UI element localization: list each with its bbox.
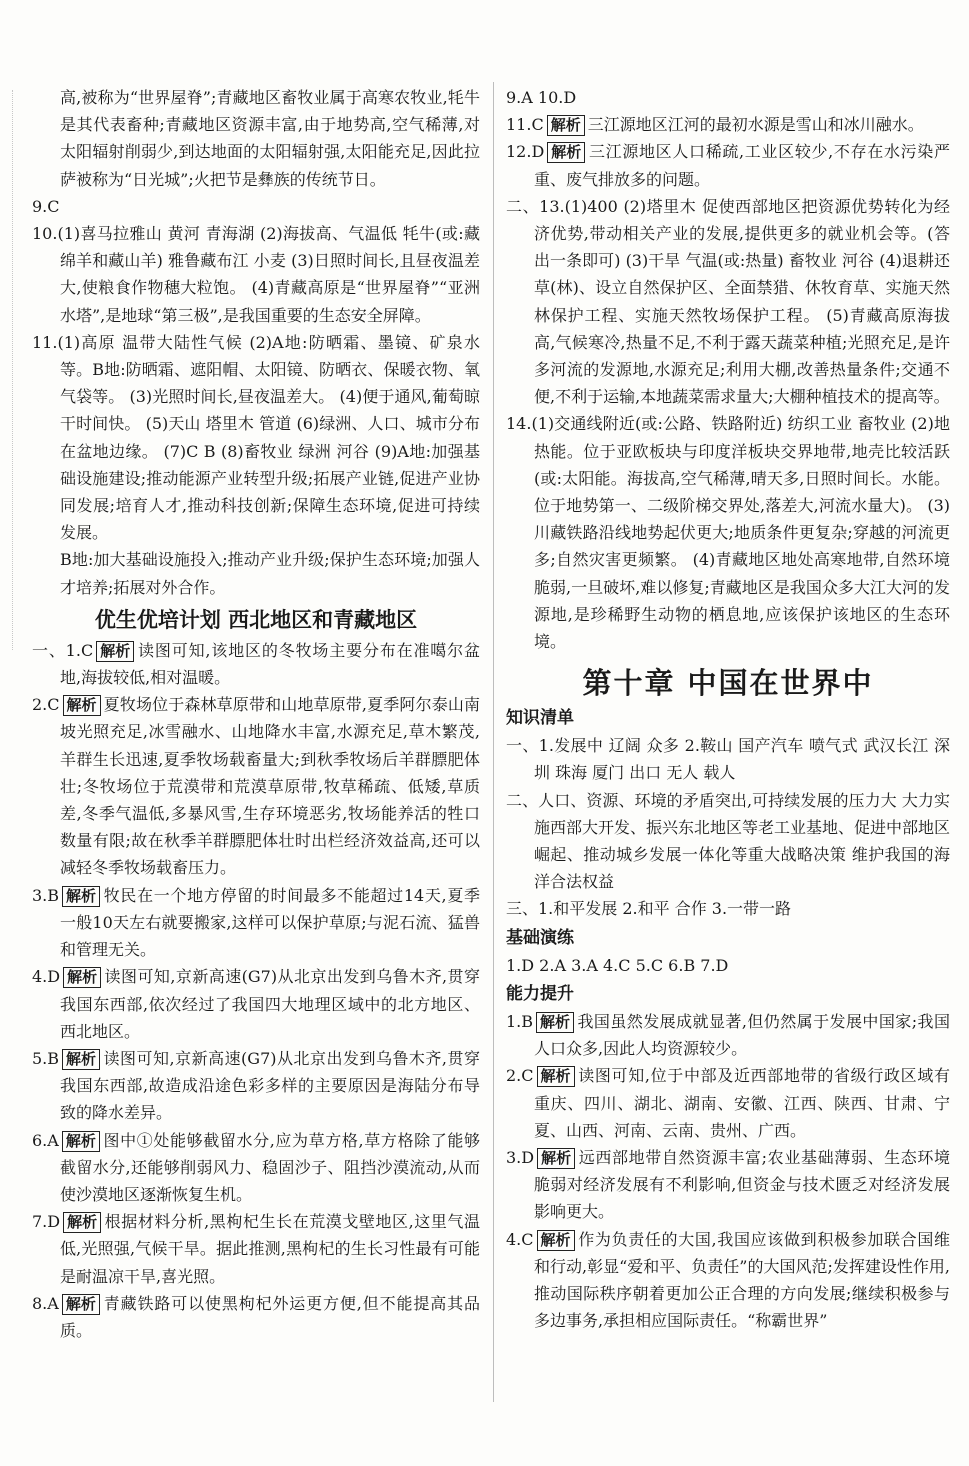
answer-text: 根据材料分析,黑枸杞生长在荒漠戈壁地区,这里气温低,光照强,气候干旱。据此推测,黑枸杞的生长习性最有可能是耐温凉干旱,喜光照。 [60, 1212, 480, 1286]
answer-item [506, 1144, 950, 1226]
answer-number: 8.A [32, 1293, 59, 1313]
answer-item: B地:加大基础设施投入;推动产业升级;保护生态环境;加强人才培养;拓展对外合作。 [60, 550, 480, 597]
answer-item [506, 1008, 950, 1062]
answer-item [506, 1062, 950, 1144]
answer-item [506, 1226, 950, 1335]
answer-item: 10.(1)喜马拉雅山 黄河 青海湖 (2)海拔高、气温低 牦牛(或:藏绵羊和藏山羊) 雅鲁藏布江 小麦 (3)日照时间长,且昼夜温差大,使粮食作物穗大粒饱。 (4)青藏高原是“世界屋脊”“亚洲水塔”,是地球“第三极”,是我国重要的生态安全屏障。 [32, 224, 480, 325]
answer-text: 三江源地区江河的最初水源是雪山和冰川融水。 [587, 115, 924, 135]
analysis-tag: 解析 [62, 1294, 100, 1315]
answer-item [32, 1290, 480, 1344]
answer-item: 二、13.(1)400 (2)塔里木 促使西部地区把资源优势转化为经济优势,带动相关产业的发展,提供更多的就业机会等。(答出一条即可) (3)干旱 气温(或:热量) 畜牧业 河谷 (4)退耕还草(林)、设立自然保护区、全面禁猎、休牧育草、实施天然林保护工程、实施天然牧场保护工程。 (5)青藏高原海拔高,气候寒冷,热量不足,不利于露天蔬菜种植;光照充足,是许多河流的发源地,水源充足;利用大棚,改善热量条件;交通不便,不利于运输,本地蔬菜需求量大;大棚种植技术的提高等。 [506, 196, 950, 407]
answer-text: 作为负责任的大国,我国应该做到积极参加联合国维和行动,彰显“爱和平、负责任”的大国风范;发挥建设性作用,推动国际秩序朝着更加公正合理的方向发展;继续积极参与多边事务,承担相应国际责任。“称霸世界” [534, 1229, 950, 1331]
answer-item [506, 138, 950, 192]
answer-text: 青藏铁路可以使黑枸杞外运更方便,但不能提高其品质。 [60, 1293, 480, 1340]
answer-number: 2.C [506, 1066, 534, 1086]
answer-number: 9.A 10.D [506, 88, 577, 107]
answer-continuation: 高,被称为“世界屋脊”;青藏地区畜牧业属于高寒农牧业,牦牛是其代表畜种;青藏地区资源丰富,由于地势高,空气稀薄,对太阳辐射削弱少,到达地面的太阳辐射强,太阳能充足,因此拉萨被称为“日光城”;火把节是彝族的传统节日。 [60, 88, 480, 189]
analysis-tag: 解析 [62, 1131, 100, 1152]
right-column [506, 84, 950, 1334]
analysis-tag: 解析 [62, 1049, 100, 1070]
answer-item [32, 882, 480, 964]
answer-item [32, 691, 480, 881]
basic-answers: 1.D 2.A 3.A 4.C 5.C 6.B 7.D [506, 955, 729, 975]
answer-text: 读图可知,该地区的冬牧场主要分布在准噶尔盆地,海拔较低,相对温暖。 [60, 640, 480, 688]
chapter-title: 第十章 中国在世界中 [582, 666, 874, 701]
answer-text: 我国虽然发展成就显著,但仍然属于发展中国家;我国人口众多,因此人均资源较少。 [534, 1011, 950, 1059]
answer-item [506, 111, 950, 138]
analysis-tag: 解析 [63, 695, 101, 716]
knowledge-item: 二、人口、资源、环境的矛盾突出,可持续发展的压力大 大力实施西部大开发、振兴东北地区等老工业基地、促进中部地区崛起、推动城乡发展一体化等重大战略决策 维护我国的海洋合法权益 [506, 790, 951, 892]
answer-text: 夏牧场位于森林草原带和山地草原带,夏季阿尔泰山南坡光照充足,冰雪融水、山地降水丰富,水源充足,草木繁茂,羊群生长迅速,夏季牧场载畜量大;到秋季牧场后羊群膘肥体壮;冬牧场位于荒漠带和荒漠草原带,牧草稀疏、低矮,草质差,冬季气温低,多暴风雪,生存环境恶劣,牧场能养活的牲口数量有限;故在秋季羊群膘肥体壮时出栏经济效益高,还可以减轻冬季牧场载畜压力。 [60, 695, 480, 878]
answer-text: 读图可知,京新高速(G7)从北京出发到乌鲁木齐,贯穿我国东西部,依次经过了我国四大地理区域中的北方地区、西北地区。 [60, 967, 480, 1041]
answer-item [32, 637, 480, 691]
answer-text: 图中①处能够截留水分,应为草方格,草方格除了能够截留水分,还能够削弱风力、稳固沙子、阻挡沙漠流动,从而使沙漠地区逐渐恢复生机。 [60, 1130, 480, 1204]
column-divider [493, 82, 494, 1402]
answer-text: 读图可知,位于中部及近西部地带的省级行政区域有重庆、四川、湖北、湖南、安徽、江西、陕西、甘肃、宁夏、山西、河南、云南、贵州、广西。 [534, 1066, 950, 1140]
answer-number: 4.D [32, 967, 61, 987]
answer-item [32, 1127, 480, 1209]
analysis-tag: 解析 [96, 641, 134, 662]
ability-heading: 能力提升 [506, 983, 574, 1004]
answer-item [32, 1208, 480, 1290]
answer-number: 3.B [32, 885, 60, 905]
knowledge-item: 三、1.和平发展 2.和平 合作 3.一带一路 [506, 899, 792, 919]
answer-number: 6.A [32, 1130, 59, 1150]
answer-number: 1.B [506, 1011, 534, 1031]
analysis-tag: 解析 [63, 1212, 101, 1233]
knowledge-item: 一、1.发展中 辽阔 众多 2.鞍山 国产汽车 喷气式 武汉长江 深圳 珠海 厦门 出口 无人 载人 [506, 736, 950, 783]
analysis-tag: 解析 [537, 1230, 575, 1251]
answer-number: 2.C [32, 695, 60, 715]
analysis-tag: 解析 [537, 1066, 575, 1087]
answer-number: 3.D [506, 1147, 535, 1167]
answer-text: 牧民在一个地方停留的时间最多不能超过14天,夏季一般10天左右就要搬家,这样可以保护草原;与泥石流、猛兽和管理无关。 [60, 885, 480, 960]
analysis-tag: 解析 [547, 115, 585, 136]
section-title: 优生优培计划 西北地区和青藏地区 [94, 607, 418, 632]
answer-number: 12.D [506, 142, 545, 162]
analysis-tag: 解析 [62, 886, 100, 907]
analysis-tag: 解析 [536, 1012, 574, 1033]
answer-item [32, 1045, 480, 1127]
answer-item [506, 84, 950, 111]
answer-text: 远西部地带自然资源丰富;农业基础薄弱、生态环境脆弱对经济发展有不利影响,但资金与技术匮乏对经济发展影响更大。 [534, 1147, 950, 1222]
answer-text: 三江源地区人口稀疏,工业区较少,不存在水污染严重、废气排放多的问题。 [534, 142, 950, 189]
binding-margin-line [12, 90, 14, 650]
answer-item [32, 963, 480, 1045]
analysis-tag: 解析 [63, 967, 101, 988]
basic-practice-heading: 基础演练 [506, 927, 574, 948]
answer-number: 11.C [506, 115, 544, 135]
answer-text: 读图可知,京新高速(G7)从北京出发到乌鲁木齐,贯穿我国东西部,故造成沿途色彩多样的主要原因是海陆分布导致的降水差异。 [60, 1048, 480, 1123]
answer-number: 7.D [32, 1212, 61, 1232]
answer-number: 一、1.C [32, 640, 94, 660]
analysis-tag: 解析 [537, 1148, 575, 1169]
answer-item: 9.C [32, 196, 60, 216]
answer-item: 14.(1)交通线附近(或:公路、铁路附近) 纺织工业 畜牧业 (2)地热能。位于亚欧板块与印度洋板块交界地带,地壳比较活跃(或:太阳能。海拔高,空气稀薄,晴天多,日照时间长。水能。位于地势第一、二级阶梯交界处,落差大,河流水量大)。 (3)川藏铁路沿线地势起伏更大;地质条件更复杂;穿越的河流更多;自然灾害更频繁。 (4)青藏地区地处高寒地带,自然环境脆弱,一旦破坏,难以修复;青藏地区是我国众多大江大河的发源地,是珍稀野生动物的栖息地,应该保护该地区的生态环境。 [506, 414, 950, 652]
left-column [32, 84, 480, 1344]
answer-item: 11.(1)高原 温带大陆性气候 (2)A地:防晒霜、墨镜、矿泉水等。B地:防晒霜、遮阳帽、太阳镜、防晒衣、保暖衣物、氧气袋等。 (3)光照时间长,昼夜温差大。 (4)便于通风,葡萄晾干时间快。 (5)天山 塔里木 管道 (6)绿洲、人口、城市分布在盆地边缘。 (7)C B (8)畜牧业 绿洲 河谷 (9)A地:加强基础设施建设;推动能源产业转型升级;拓展产业链,促进产业协同发展;培育人才,推动科技创新;保障生态环境,促进可持续发展。 [32, 332, 480, 543]
answer-number: 5.B [32, 1048, 60, 1068]
analysis-tag: 解析 [547, 142, 585, 163]
knowledge-heading: 知识清单 [506, 708, 574, 729]
answer-number: 4.C [506, 1229, 534, 1249]
